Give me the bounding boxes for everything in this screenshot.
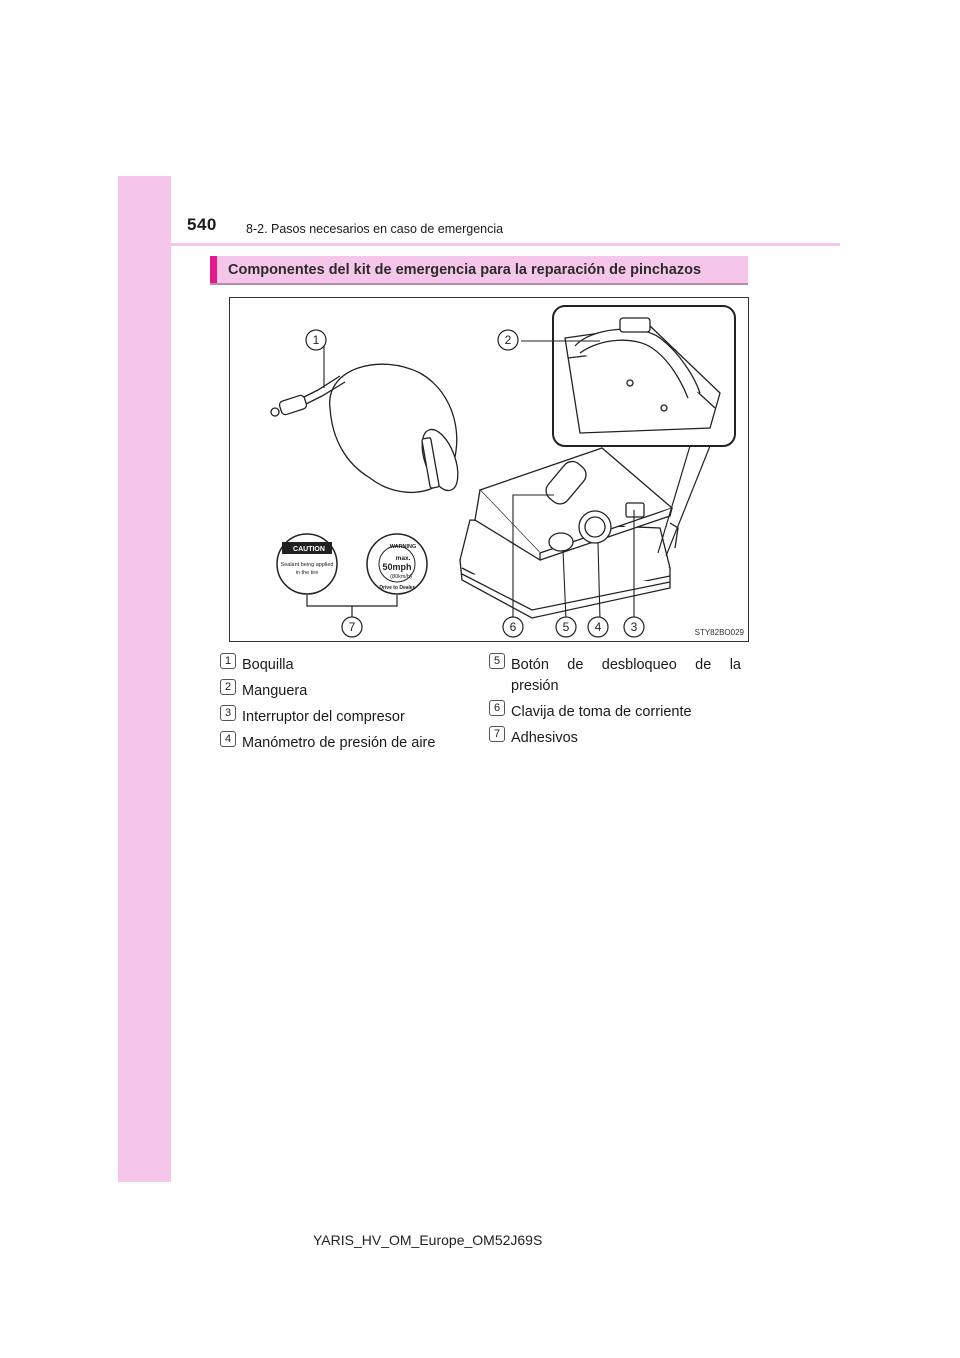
- legend-item: [220, 731, 460, 753]
- callout-label-2: 2: [504, 333, 512, 347]
- legend-text: Manómetro de presión de aire: [242, 735, 436, 751]
- inset-leader-lines: [658, 446, 710, 556]
- callout-label-7: 7: [348, 620, 356, 634]
- legend-number: 3: [220, 705, 236, 721]
- legend-number: 7: [489, 726, 505, 742]
- figure-code: STY82BO029: [694, 628, 744, 637]
- legend-item: [489, 653, 741, 697]
- callout-label-4: 4: [594, 620, 602, 634]
- warning-sticker-heading: WARNING: [389, 544, 417, 550]
- legend-item: [489, 700, 741, 722]
- caution-sticker-heading: CAUTION: [293, 546, 325, 553]
- legend-text-line1: Botón de desbloqueo de la: [511, 657, 741, 673]
- callout-label-3: 3: [630, 620, 638, 634]
- footer-doc-id: YARIS_HV_OM_Europe_OM52J69S: [313, 1232, 543, 1248]
- side-tab-strip: [118, 176, 171, 1182]
- legend-item: [220, 705, 450, 727]
- section-title: 8-2. Pasos necesarios en caso de emergencia: [246, 222, 504, 236]
- legend-text: Clavija de toma de corriente: [511, 704, 692, 720]
- sticker-bracket: [307, 595, 397, 618]
- legend-number: 2: [220, 679, 236, 695]
- page-number: 540: [187, 215, 217, 234]
- kit-illustration: [229, 297, 749, 642]
- warning-sticker-drawing: [367, 534, 427, 594]
- legend-number: 1: [220, 653, 236, 669]
- topic-title-bar: [210, 256, 748, 285]
- caution-sticker-line1: Sealant being applied: [280, 562, 334, 568]
- warning-sticker-speed: 50mph: [382, 562, 412, 572]
- caution-sticker-drawing: [277, 534, 337, 594]
- compressor-drawing: [460, 448, 678, 618]
- callout-label-5: 5: [562, 620, 570, 634]
- topic-title: Componentes del kit de emergencia para la reparación de pinchazos: [228, 262, 702, 278]
- legend-item: [220, 679, 450, 701]
- caution-sticker-line2: in the tire: [295, 570, 319, 576]
- legend-item: [489, 726, 741, 748]
- legend-number: 6: [489, 700, 505, 716]
- warning-sticker-max: max.: [395, 555, 411, 562]
- legend-number: 5: [489, 653, 505, 669]
- sealant-bottle-drawing: [271, 364, 465, 495]
- callout-label-6: 6: [509, 620, 517, 634]
- hose-inset-drawing: [553, 306, 735, 446]
- legend-item: [220, 653, 450, 675]
- warning-sticker-bottom: Drive to Dealer: [379, 585, 415, 591]
- legend-text: Manguera: [242, 683, 308, 699]
- legend-text: Interruptor del compresor: [242, 709, 405, 725]
- kit-drawing: [230, 298, 747, 640]
- legend-text: Adhesivos: [511, 730, 578, 746]
- title-accent: [210, 256, 217, 283]
- warning-sticker-kmh: (80km/h): [390, 574, 412, 580]
- header-rule: [118, 243, 840, 246]
- legend-text: Boquilla: [242, 657, 294, 673]
- legend-text-line2: presión: [511, 678, 559, 694]
- callout-label-1: 1: [312, 333, 320, 347]
- legend-number: 4: [220, 731, 236, 747]
